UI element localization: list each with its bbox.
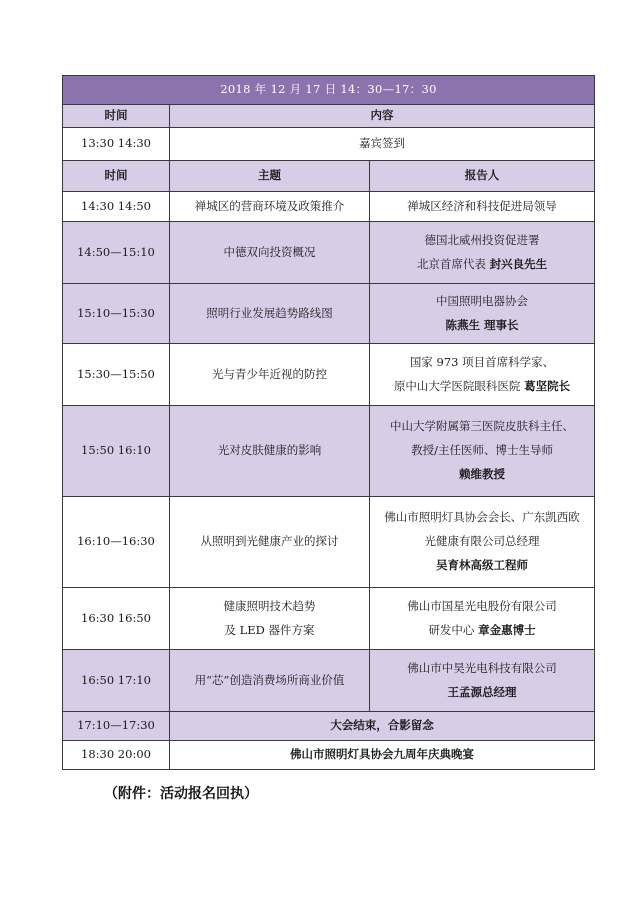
session-time: 14:50—15:10 <box>63 222 170 284</box>
signin-content: 嘉宾签到 <box>170 128 595 161</box>
session-time: 15:50 16:10 <box>63 406 170 497</box>
speaker-line <box>374 378 590 396</box>
header-row-2 <box>63 161 595 192</box>
session-speaker <box>370 192 595 222</box>
table-row <box>63 222 595 284</box>
header-time: 时间 <box>63 105 170 128</box>
event-date-title: 2018 年 12 月 17 日 14：30—17：30 <box>63 76 595 105</box>
session-speaker <box>370 588 595 650</box>
table-row <box>63 588 595 650</box>
topic-line: 及 LED 器件方案 <box>224 622 315 637</box>
speaker-line: 教授/主任医师、博士生导师 <box>411 443 553 458</box>
speaker-org: 原中山大学医院眼科医院 <box>393 378 525 393</box>
attachment-note: （附件：活动报名回执） <box>104 786 258 802</box>
topic-line: 光对皮肤健康的影响 <box>217 443 322 458</box>
topic-line: 照明行业发展趋势路线图 <box>206 305 333 320</box>
schedule-frame <box>62 75 594 770</box>
schedule-table <box>62 75 595 770</box>
header2-topic: 主题 <box>170 161 370 192</box>
speaker-line: 中山大学附属第三医院皮肤科主任、 <box>390 419 575 434</box>
table-row <box>63 497 595 588</box>
speaker-name: 葛坚院长 <box>524 378 571 393</box>
speaker-line: 光健康有限公司总经理 <box>424 534 540 549</box>
topic-line: 用“芯”创造消费场所商业价值 <box>194 672 345 687</box>
session-topic <box>170 192 370 222</box>
session-topic <box>170 222 370 284</box>
session-topic <box>170 650 370 712</box>
session-time: 16:10—16:30 <box>63 497 170 588</box>
session-speaker <box>370 344 595 406</box>
topic-line: 健康照明技术趋势 <box>223 598 316 613</box>
speaker-name: 吴育林高级工程师 <box>436 557 529 572</box>
topic-line: 光与青少年近视的防控 <box>212 366 327 381</box>
signin-time: 13:30 14:30 <box>63 128 170 161</box>
session-topic <box>170 284 370 344</box>
session-topic <box>170 344 370 406</box>
speaker-line: 佛山市照明灯具协会会长、广东凯西欧 <box>384 510 580 525</box>
speaker-line: 德国北威州投资促进署 <box>424 232 540 247</box>
session-topic <box>170 497 370 588</box>
table-row-signin <box>63 128 595 161</box>
session-time: 15:30—15:50 <box>63 344 170 406</box>
header2-time: 时间 <box>63 161 170 192</box>
speaker-name: 赖维教授 <box>459 466 506 481</box>
speaker-name: 封兴良先生 <box>489 256 548 271</box>
speaker-name: 陈燕生 理事长 <box>445 317 519 332</box>
session-time: 15:10—15:30 <box>63 284 170 344</box>
session-speaker <box>370 650 595 712</box>
session-time: 16:50 17:10 <box>63 650 170 712</box>
speaker-org: 研发中心 <box>428 622 479 637</box>
topic-line: 从照明到光健康产业的探讨 <box>200 534 339 549</box>
speaker-line: 佛山市中昊光电科技有限公司 <box>407 660 557 675</box>
speaker-name: 章金惠博士 <box>478 622 536 637</box>
topic-line: 中德双向投资概况 <box>223 244 316 259</box>
table-row-close <box>63 712 595 741</box>
speaker-line: 国家 973 项目首席科学家、 <box>409 354 555 369</box>
topic-line: 禅城区的营商环境及政策推介 <box>194 198 345 213</box>
close-time: 17:10—17:30 <box>63 712 170 741</box>
title-row <box>63 76 595 105</box>
speaker-line: 佛山市国星光电股份有限公司 <box>407 598 557 613</box>
session-time: 16:30 16:50 <box>63 588 170 650</box>
table-row-gala <box>63 741 595 770</box>
session-speaker <box>370 497 595 588</box>
speaker-line <box>374 256 590 274</box>
table-row <box>63 650 595 712</box>
session-speaker <box>370 284 595 344</box>
speaker-line: 禅城区经济和科技促进局领导 <box>407 198 557 213</box>
speaker-name: 王孟源总经理 <box>447 684 517 699</box>
speaker-line: 中国照明电器协会 <box>436 293 529 308</box>
table-row <box>63 406 595 497</box>
table-row <box>63 284 595 344</box>
table-row <box>63 344 595 406</box>
gala-content: 佛山市照明灯具协会九周年庆典晚宴 <box>170 741 595 770</box>
header-row-1 <box>63 105 595 128</box>
gala-time: 18:30 20:00 <box>63 741 170 770</box>
session-topic <box>170 406 370 497</box>
close-content: 大会结束，合影留念 <box>170 712 595 741</box>
session-topic <box>170 588 370 650</box>
header2-speaker: 报告人 <box>370 161 595 192</box>
table-row <box>63 192 595 222</box>
session-time: 14:30 14:50 <box>63 192 170 222</box>
session-speaker <box>370 406 595 497</box>
speaker-line <box>374 622 590 640</box>
session-speaker <box>370 222 595 284</box>
header-content: 内容 <box>170 105 595 128</box>
speaker-org: 北京首席代表 <box>416 256 490 271</box>
